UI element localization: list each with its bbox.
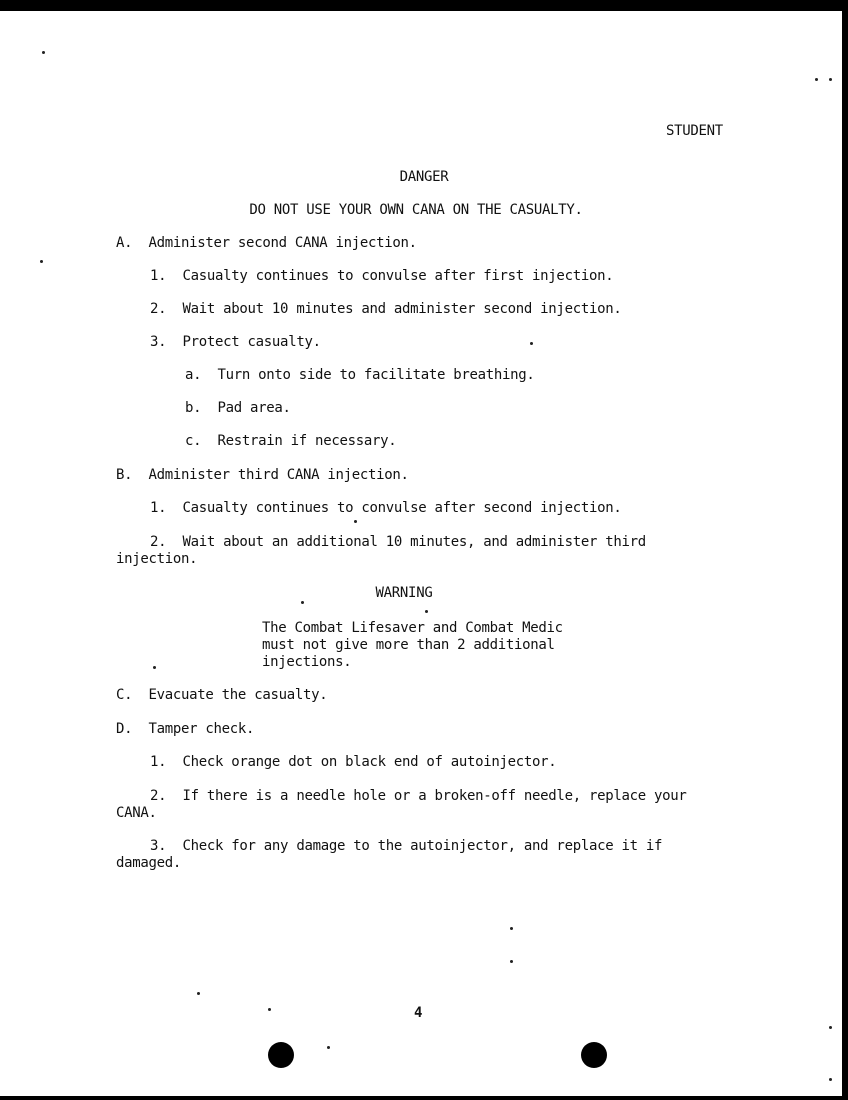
page-number: 4 <box>414 1005 423 1021</box>
punch-hole-right <box>581 1042 607 1068</box>
scan-speck <box>153 666 156 669</box>
scan-speck <box>510 960 513 963</box>
section-d-item-1: 1. Check orange dot on black end of autoinjector. <box>150 754 557 770</box>
danger-title: DANGER <box>399 169 449 185</box>
section-a-item-3: 3. Protect casualty. <box>150 334 321 350</box>
warning-line-3: injections. <box>262 654 352 670</box>
danger-text: DO NOT USE YOUR OWN CANA ON THE CASUALTY. <box>249 202 583 218</box>
warning-line-1: The Combat Lifesaver and Combat Medic <box>262 620 563 636</box>
scan-speck <box>510 927 513 930</box>
section-d-item-3-line-2: damaged. <box>116 855 182 871</box>
section-b-item-2-line-1: 2. Wait about an additional 10 minutes, and administer third <box>150 534 646 550</box>
section-a-item-1: 1. Casualty continues to convulse after first injection. <box>150 268 614 284</box>
warning-line-2: must not give more than 2 additional <box>262 637 555 653</box>
scan-speck <box>327 1046 330 1049</box>
section-a-heading: A. Administer second CANA injection. <box>116 235 417 251</box>
section-a-item-3b: b. Pad area. <box>185 400 291 416</box>
scan-speck <box>197 992 200 995</box>
punch-hole-left <box>268 1042 294 1068</box>
section-b-item-2-line-2: injection. <box>116 551 198 567</box>
student-label: STUDENT <box>666 123 723 139</box>
section-d-item-2-line-2: CANA. <box>116 805 157 821</box>
section-d-item-2-line-1: 2. If there is a needle hole or a broken-off needle, replace your <box>150 788 687 804</box>
scan-speck <box>425 610 428 613</box>
scan-speck <box>268 1008 271 1011</box>
section-b-item-1: 1. Casualty continues to convulse after second injection. <box>150 500 622 516</box>
scan-speck <box>815 78 818 81</box>
section-c-heading: C. Evacuate the casualty. <box>116 687 328 703</box>
scan-speck <box>40 260 43 263</box>
scan-border-top <box>0 0 848 11</box>
section-d-heading: D. Tamper check. <box>116 721 255 737</box>
scan-speck <box>829 78 832 81</box>
scan-speck <box>829 1078 832 1081</box>
scan-speck <box>829 1026 832 1029</box>
scan-speck <box>301 601 304 604</box>
scan-speck <box>354 520 357 523</box>
section-d-item-3-line-1: 3. Check for any damage to the autoinjector, and replace it if <box>150 838 663 854</box>
section-a-item-3c: c. Restrain if necessary. <box>185 433 397 449</box>
warning-title: WARNING <box>375 585 433 601</box>
section-b-heading: B. Administer third CANA injection. <box>116 467 409 483</box>
section-a-item-3a: a. Turn onto side to facilitate breathing. <box>185 367 535 383</box>
scan-border-bottom <box>0 1096 848 1100</box>
scan-border-right <box>842 0 848 1100</box>
scan-speck <box>530 342 533 345</box>
section-a-item-2: 2. Wait about 10 minutes and administer second injection. <box>150 301 622 317</box>
scan-speck <box>42 51 45 54</box>
